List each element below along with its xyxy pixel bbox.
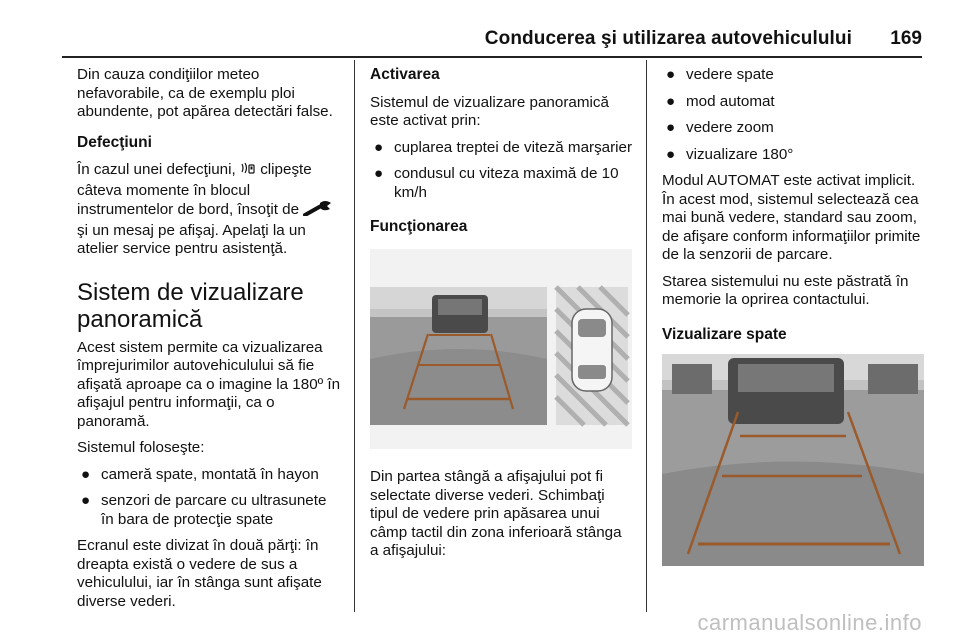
function-paragraph: Din partea stângă a afişajului pot fi selectate diverse vederi. Schimbaţi tipul de vedere prin apăsarea unui câmp tactil din zona inferioară stânga a afişajului: (370, 468, 622, 559)
list-item: ● cuplarea treptei de viteză marşarier (374, 138, 633, 156)
screen-paragraph: Ecranul este divizat în două părţi: în dreapta există o vedere de sus a vehiculului, iar în stânga sunt afişate diverse vederi. (77, 537, 322, 610)
parking-sensor-icon (240, 162, 256, 182)
faults-text-b: clipeşte câteva momente în blocul instrumentelor de bord, însoţit de (77, 161, 312, 218)
list-item: ● condusul cu viteza maximă de 10 km/h (374, 165, 619, 201)
faults-heading: Defecţiuni (77, 133, 152, 151)
faults-text-c: şi un mesaj pe afişaj. Apelaţi la un atelier service pentru asistenţă. (77, 221, 306, 257)
intro-paragraph: Din cauza condiţiilor meteo nefavorabile, ca de exemplu ploi abundente, pot apărea detectări false. (77, 66, 333, 120)
uses-list (77, 466, 342, 530)
list-item: ● mod automat (666, 92, 775, 110)
column-middle (370, 66, 633, 569)
column-right (662, 66, 924, 572)
uses-label: Sistemul foloseşte: (77, 439, 205, 456)
column-divider-1 (354, 60, 355, 612)
section-paragraph: Acest sistem permite ca vizualizarea împrejurimilor autovehiculului să fie afişată aproape ca o imagine la 180º în afişajul pentru informaţii, ca o panoramă. (77, 338, 341, 430)
rear-view-figure (662, 354, 924, 572)
activation-paragraph: Sistemul de vizualizare panoramică este activat prin: (370, 93, 609, 129)
header-title: Conducerea şi utilizarea autovehiculului (484, 28, 852, 49)
list-item: ● vedere spate (666, 66, 774, 83)
memory-paragraph: Starea sistemului nu este păstrată în memorie la oprirea contactului. (662, 272, 909, 308)
list-item: ● senzori de parcare cu ultrasunete în bara de protecţie spate (81, 492, 327, 528)
page-header (62, 20, 922, 56)
watermark: carmanualsonline.info (697, 610, 922, 635)
activation-heading: Activarea (370, 66, 440, 83)
list-item: ● vedere zoom (666, 119, 774, 136)
column-left (77, 66, 342, 619)
faults-paragraph (77, 161, 342, 259)
faults-text-a: În cazul unei defecţiuni, (77, 161, 236, 178)
activation-list (370, 139, 633, 203)
column-divider-2 (646, 60, 647, 612)
list-item: ● vizualizare 180° (666, 145, 794, 163)
auto-mode-paragraph: Modul AUTOMAT este activat implicit. În acest mod, sistemul selectează cea mai bună vedere, standard sau zoom, de afişare conform informaţiilor primite de la senzorii de parcare. (662, 172, 921, 263)
wrench-icon (303, 200, 333, 222)
header-rule (62, 56, 922, 58)
page-number: 169 (890, 28, 922, 49)
function-heading: Funcţionarea (370, 218, 468, 235)
list-item: ● cameră spate, montată în hayon (81, 465, 319, 483)
panoramic-display-figure (370, 249, 633, 455)
section-heading: Sistem de vizualizare panoramică (77, 278, 304, 333)
rear-view-heading: Vizualizare spate (662, 325, 787, 343)
views-list (662, 66, 924, 164)
